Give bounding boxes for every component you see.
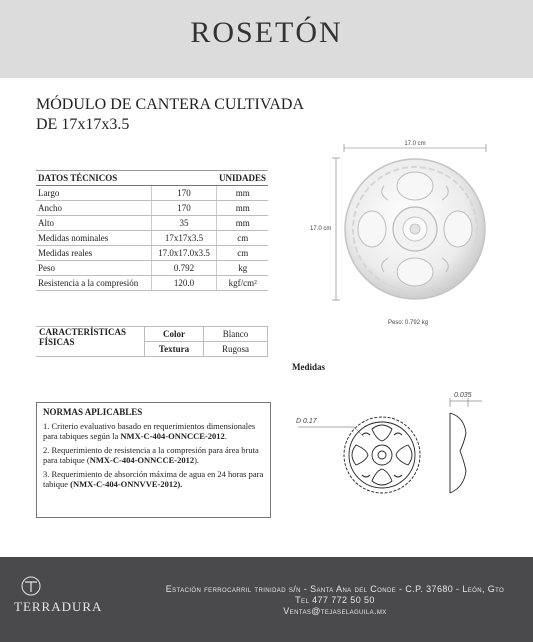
- char-key: Textura: [145, 342, 204, 357]
- brand-name: TERRADURA: [14, 599, 103, 614]
- norma-code: (NMX-C-404-ONNVVE-2012).: [70, 479, 183, 489]
- footer: [0, 557, 533, 642]
- characteristics-table: [36, 326, 268, 357]
- spec-unit: mm: [217, 201, 268, 216]
- spec-unit: mm: [217, 216, 268, 231]
- spec-unit: cm: [217, 246, 268, 261]
- product-title: [36, 95, 304, 135]
- spec-value: 170: [151, 186, 217, 201]
- norma-code: NMX-C-404-ONNCCE-2012: [89, 455, 195, 465]
- spec-name: Medidas nominales: [36, 231, 151, 246]
- spec-name: Medidas reales: [36, 246, 151, 261]
- table-row: [36, 231, 268, 246]
- spec-value: 170: [151, 201, 217, 216]
- product-photo: [300, 138, 510, 338]
- table-row: [36, 201, 268, 216]
- normas-box: [36, 402, 271, 518]
- spec-unit: kgf/cm²: [217, 276, 268, 291]
- spec-value: 0.792: [151, 261, 217, 276]
- norma-code: NMX-C-404-ONNCCE-2012: [120, 431, 225, 441]
- char-value: Blanco: [204, 327, 268, 342]
- drawing-depth-label: 0.035: [454, 392, 472, 399]
- specs-table: [36, 170, 268, 291]
- specs-header-unit: UNIDADES: [217, 171, 268, 186]
- medidas-title: Medidas: [292, 362, 326, 372]
- table-row: [36, 216, 268, 231]
- spec-value: 17x17x3.5: [151, 231, 217, 246]
- normas-heading: NORMAS APLICABLES: [43, 407, 143, 417]
- photo-height-label: 17.0 cm: [310, 226, 332, 232]
- specs-header-name: DATOS TÉCNICOS: [36, 171, 151, 186]
- norma-text: 2. Requerimiento de resistencia a la compresión para área bruta para tabique (: [43, 445, 259, 465]
- table-row: [36, 276, 268, 291]
- page-title: ROSETÓN: [190, 16, 343, 49]
- norma-text: 3. Requerimiento de absorción máxima de agua en 24 horas para tabique: [43, 469, 264, 489]
- table-row: [36, 246, 268, 261]
- contact-info: [150, 584, 520, 617]
- email: Ventas@tejaselaguila.mx: [283, 606, 387, 616]
- drawing-front-view: [344, 417, 420, 493]
- table-row: [36, 186, 268, 201]
- spec-unit: cm: [217, 231, 268, 246]
- header-banner: [0, 0, 533, 78]
- rosette-image: [345, 159, 485, 299]
- product-title-line2: DE 17x17x3.5: [36, 116, 130, 133]
- spec-value: 35: [151, 216, 217, 231]
- spec-unit: mm: [217, 186, 268, 201]
- drawing-diameter-label: D 0.17: [296, 418, 317, 425]
- product-title-line1: MÓDULO DE CANTERA CULTIVADA: [36, 96, 305, 113]
- specs-header-value: [151, 171, 217, 186]
- spec-name: Alto: [36, 216, 151, 231]
- photo-width-label: 17.0 cm: [404, 141, 426, 147]
- drawing-side-view: [450, 413, 466, 493]
- char-value: Rugosa: [204, 342, 268, 357]
- photo-weight-label: Peso: 0.792 kg: [388, 320, 429, 326]
- char-key: Color: [145, 327, 204, 342]
- norma-item: [43, 469, 264, 489]
- spec-unit: kg: [217, 261, 268, 276]
- norma-item: 2. Requerimiento de resistencia a la compresión para área bruta para tabique (NMX-C-404-ONNCCE-2012).: [43, 445, 259, 465]
- spec-name: Peso: [36, 261, 151, 276]
- technical-drawing: [292, 385, 502, 505]
- spec-name: Largo: [36, 186, 151, 201]
- characteristics-label: CARACTERÍSTICAS FÍSICAS: [36, 327, 145, 357]
- norma-item: 1. Criterio evaluativo basado en requerimientos dimensionales para tabiques según la NMX-C-404-ONNCCE-2012.: [43, 421, 256, 441]
- table-row: [36, 327, 268, 342]
- spec-name: Ancho: [36, 201, 151, 216]
- spec-name: Resistencia a la compresión: [36, 276, 151, 291]
- specs-header-row: [36, 171, 268, 186]
- spec-value: 120.0: [151, 276, 217, 291]
- address: Estación ferrocarril trinidad s/n - Santa Ana del Conde - C.P. 37680 - León, Gto: [165, 584, 505, 594]
- table-row: [36, 261, 268, 276]
- spec-value: 17.0x17.0x3.5: [151, 246, 217, 261]
- norma-text: 1. Criterio evaluativo basado en requerimientos dimensionales para tabiques según la: [43, 421, 256, 441]
- phone: Tel 477 772 50 50: [295, 595, 375, 605]
